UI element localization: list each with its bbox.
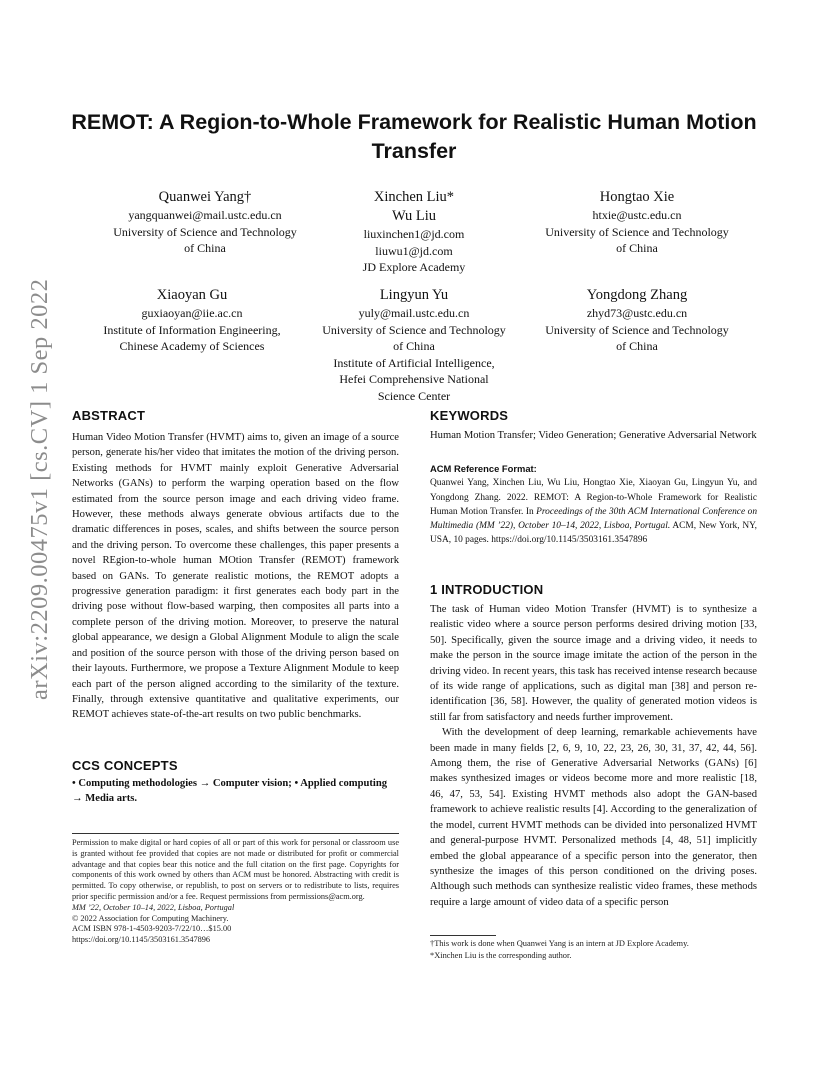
- doi-line: https://doi.org/10.1145/3503161.3547896: [72, 935, 211, 945]
- arxiv-identifier: arXiv:2209.00475v1 [cs.CV] 1 Sep 2022: [26, 278, 53, 700]
- permission-text: Permission to make digital or hard copies of all or part of this work for personal or classroom use is granted without fee provided that copies are not made or distributed for profit or commercial advantage and that copies bear this notice and the full citation on the first page. Copyrights for components of this work owned by others than ACM must be honored. Abstracting with credit is permitted. To copy otherwise, or republish, to post on servers or to redistribute to lists, requires prior specific permission and/or a fee. Request permissions from permissions@acm.org.: [72, 838, 399, 901]
- author-affiliation: Institute of Artificial Intelligence,: [333, 355, 495, 370]
- acm-reference-proceedings: Proceedings of the 30th ACM International Conference on Multimedia (MM ’22), October 10–14, 2022, Lisboa, Portugal.: [430, 506, 758, 532]
- intro-paragraph: With the development of deep learning, remarkable achievements have been made in many fields [2, 6, 9, 10, 22, 23, 26, 30, 31, 37, 42, 44, 56]. Among them, the rise of Generative Adversarial Networks (GANs) [6] makes synthesized images or videos become more and more realistic [18, 46, 47, 53, 54]. Existing HVMT methods also adopt the GAN-based framework to achieve realistic results [4]. According to the generalization of the model, current HVMT methods can be divided into personalized HVMT and general-purpose HVMT. Personalized methods [4, 48, 51] implicitly embed the global appearance of a specific person into the generator, then synthesize the images of this person conditioned on the driving poses. Although such methods can synthesize realistic video frames, these methods require a large amount of video data of a specific person: [430, 727, 757, 908]
- author-affiliation: of China: [616, 339, 658, 353]
- author-name: Xiaoyan Gu: [156, 287, 228, 303]
- paper-title: REMOT: A Region-to-Whole Framework for Realistic Human Motion Transfer: [71, 110, 757, 163]
- acm-reference-authors: Quanwei Yang, Xinchen Liu, Wu Liu, Hongtao Xie, Xiaoyan Gu, Lingyun Yu, and Yongdong Zhang. 2022. REMOT: A Region-to-Whole Framework for Realistic Human Motion Transfer. In: [430, 478, 757, 517]
- author-name: Xinchen Liu*: [373, 189, 455, 205]
- author-email: yuly@mail.ustc.edu.cn: [358, 306, 470, 320]
- author-affiliation: of China: [184, 241, 226, 255]
- ccs-text: • Computing methodologies → Computer vision; • Applied computing → Media arts.: [72, 778, 388, 805]
- isbn-line: ACM ISBN 978-1-4503-9203-7/22/10…$15.00: [72, 924, 232, 934]
- author-affiliation: of China: [393, 339, 435, 353]
- author-email: liuwu1@jd.com: [375, 243, 453, 258]
- author-email: zhyd73@ustc.edu.cn: [586, 306, 688, 320]
- ccs-heading: CCS CONCEPTS: [72, 758, 178, 773]
- author-affiliation: Science Center: [377, 388, 451, 403]
- footnote: *Xinchen Liu is the corresponding author.: [430, 950, 572, 960]
- abstract-paragraph: Human Video Motion Transfer (HVMT) aims to, given an image of a source person, generate his/her video that imitates the motion of the driving person. Existing methods for HVMT mainly exploit Generative Adversarial Networks (GANs) to perform the warping operation based on the flow estimated from the source person image and each driving video frame. However, these methods always generate obvious artifacts due to the dramatic differences in poses, scales, and shifts between the source person and the driving person. To overcome these challenges, this paper presents a novel REgion-to-whole human MOtion Transfer (REMOT) framework based on GANs. To generate realistic motions, the REMOT adopts a progressive generation paradigm: it first generates each body part in the driving pose without flow-based warping, then composites all parts into a complete person of the driving motion. Moreover, to preserve the natural global appearance, we design a Global Alignment Module to align the scale and position of the source person with those of the driving person based on their layouts. Furthermore, we propose a Texture Alignment Module to keep each part of the person aligned according to the similarity of the texture. Finally, through extensive quantitative and qualitative experiments, our REMOT achieves state-of-the-art results on two public benchmarks.: [72, 432, 399, 721]
- footnotes: [430, 938, 757, 961]
- author-block: [77, 286, 307, 355]
- venue-line: MM ’22, October 10–14, 2022, Lisboa, Portugal: [72, 902, 235, 912]
- author-name: Wu Liu: [391, 208, 437, 224]
- acm-reference-heading: ACM Reference Format:: [430, 463, 537, 474]
- footnote-rule: [430, 935, 496, 936]
- author-block: [299, 188, 529, 276]
- author-affiliation: Institute of Information Engineering,: [103, 322, 281, 337]
- author-affiliation: University of Science and Technology: [545, 224, 729, 239]
- keywords-text: Human Motion Transfer; Video Generation; Generative Adversarial Network: [430, 430, 757, 441]
- author-email: htxie@ustc.edu.cn: [592, 208, 682, 222]
- author-affiliation: University of Science and Technology: [545, 322, 729, 337]
- acm-reference-text: [430, 476, 757, 547]
- author-affiliation: Chinese Academy of Sciences: [119, 339, 265, 353]
- footnote: †This work is done when Quanwei Yang is an intern at JD Explore Academy.: [430, 939, 689, 948]
- author-affiliation: JD Explore Academy: [362, 260, 466, 274]
- copyright-line: © 2022 Association for Computing Machinery.: [72, 913, 229, 923]
- abstract-text: [72, 430, 399, 723]
- author-email: yangquanwei@mail.ustc.edu.cn: [128, 208, 282, 222]
- intro-paragraph: The task of Human video Motion Transfer (HVMT) is to synthesize a realistic video where a source person performs desired driving motion [33, 50]. Specifically, given the source image and a driving video, it needs to make the person in the source image imitate the action of the person in the driving video. In recent years, this task has received intense research because of its wide range of applications, such as digital man [38] and person re-identification [36, 58]. However, the quality of generated motion videos is still far from satisfactory and needs further improvement.: [430, 604, 757, 723]
- intro-body: [430, 602, 757, 910]
- author-block: [522, 188, 752, 257]
- author-name: Yongdong Zhang: [586, 287, 688, 303]
- author-block: [522, 286, 752, 355]
- abstract-heading: ABSTRACT: [72, 408, 146, 423]
- acm-reference-publisher: ACM, New York, NY, USA, 10 pages. https://doi.org/10.1145/3503161.3547896: [430, 521, 757, 546]
- author-affiliation: University of Science and Technology: [113, 224, 297, 239]
- author-name: Quanwei Yang†: [158, 189, 252, 205]
- keywords-heading: KEYWORDS: [430, 408, 509, 423]
- author-email: guxiaoyan@iie.ac.cn: [141, 306, 243, 320]
- acm-reference: [430, 462, 757, 548]
- footnote-rule: [72, 833, 399, 834]
- author-affiliation: University of Science and Technology: [322, 322, 506, 337]
- author-block: [299, 286, 529, 404]
- author-affiliation: Hefei Comprehensive National: [339, 372, 489, 386]
- intro-heading: 1 INTRODUCTION: [430, 582, 544, 597]
- author-block: [90, 188, 320, 257]
- permission-notice: [72, 838, 399, 946]
- author-name: Lingyun Yu: [379, 287, 449, 303]
- author-affiliation: of China: [616, 241, 658, 255]
- author-email: liuxinchen1@jd.com: [363, 227, 465, 241]
- author-name: Hongtao Xie: [599, 189, 675, 205]
